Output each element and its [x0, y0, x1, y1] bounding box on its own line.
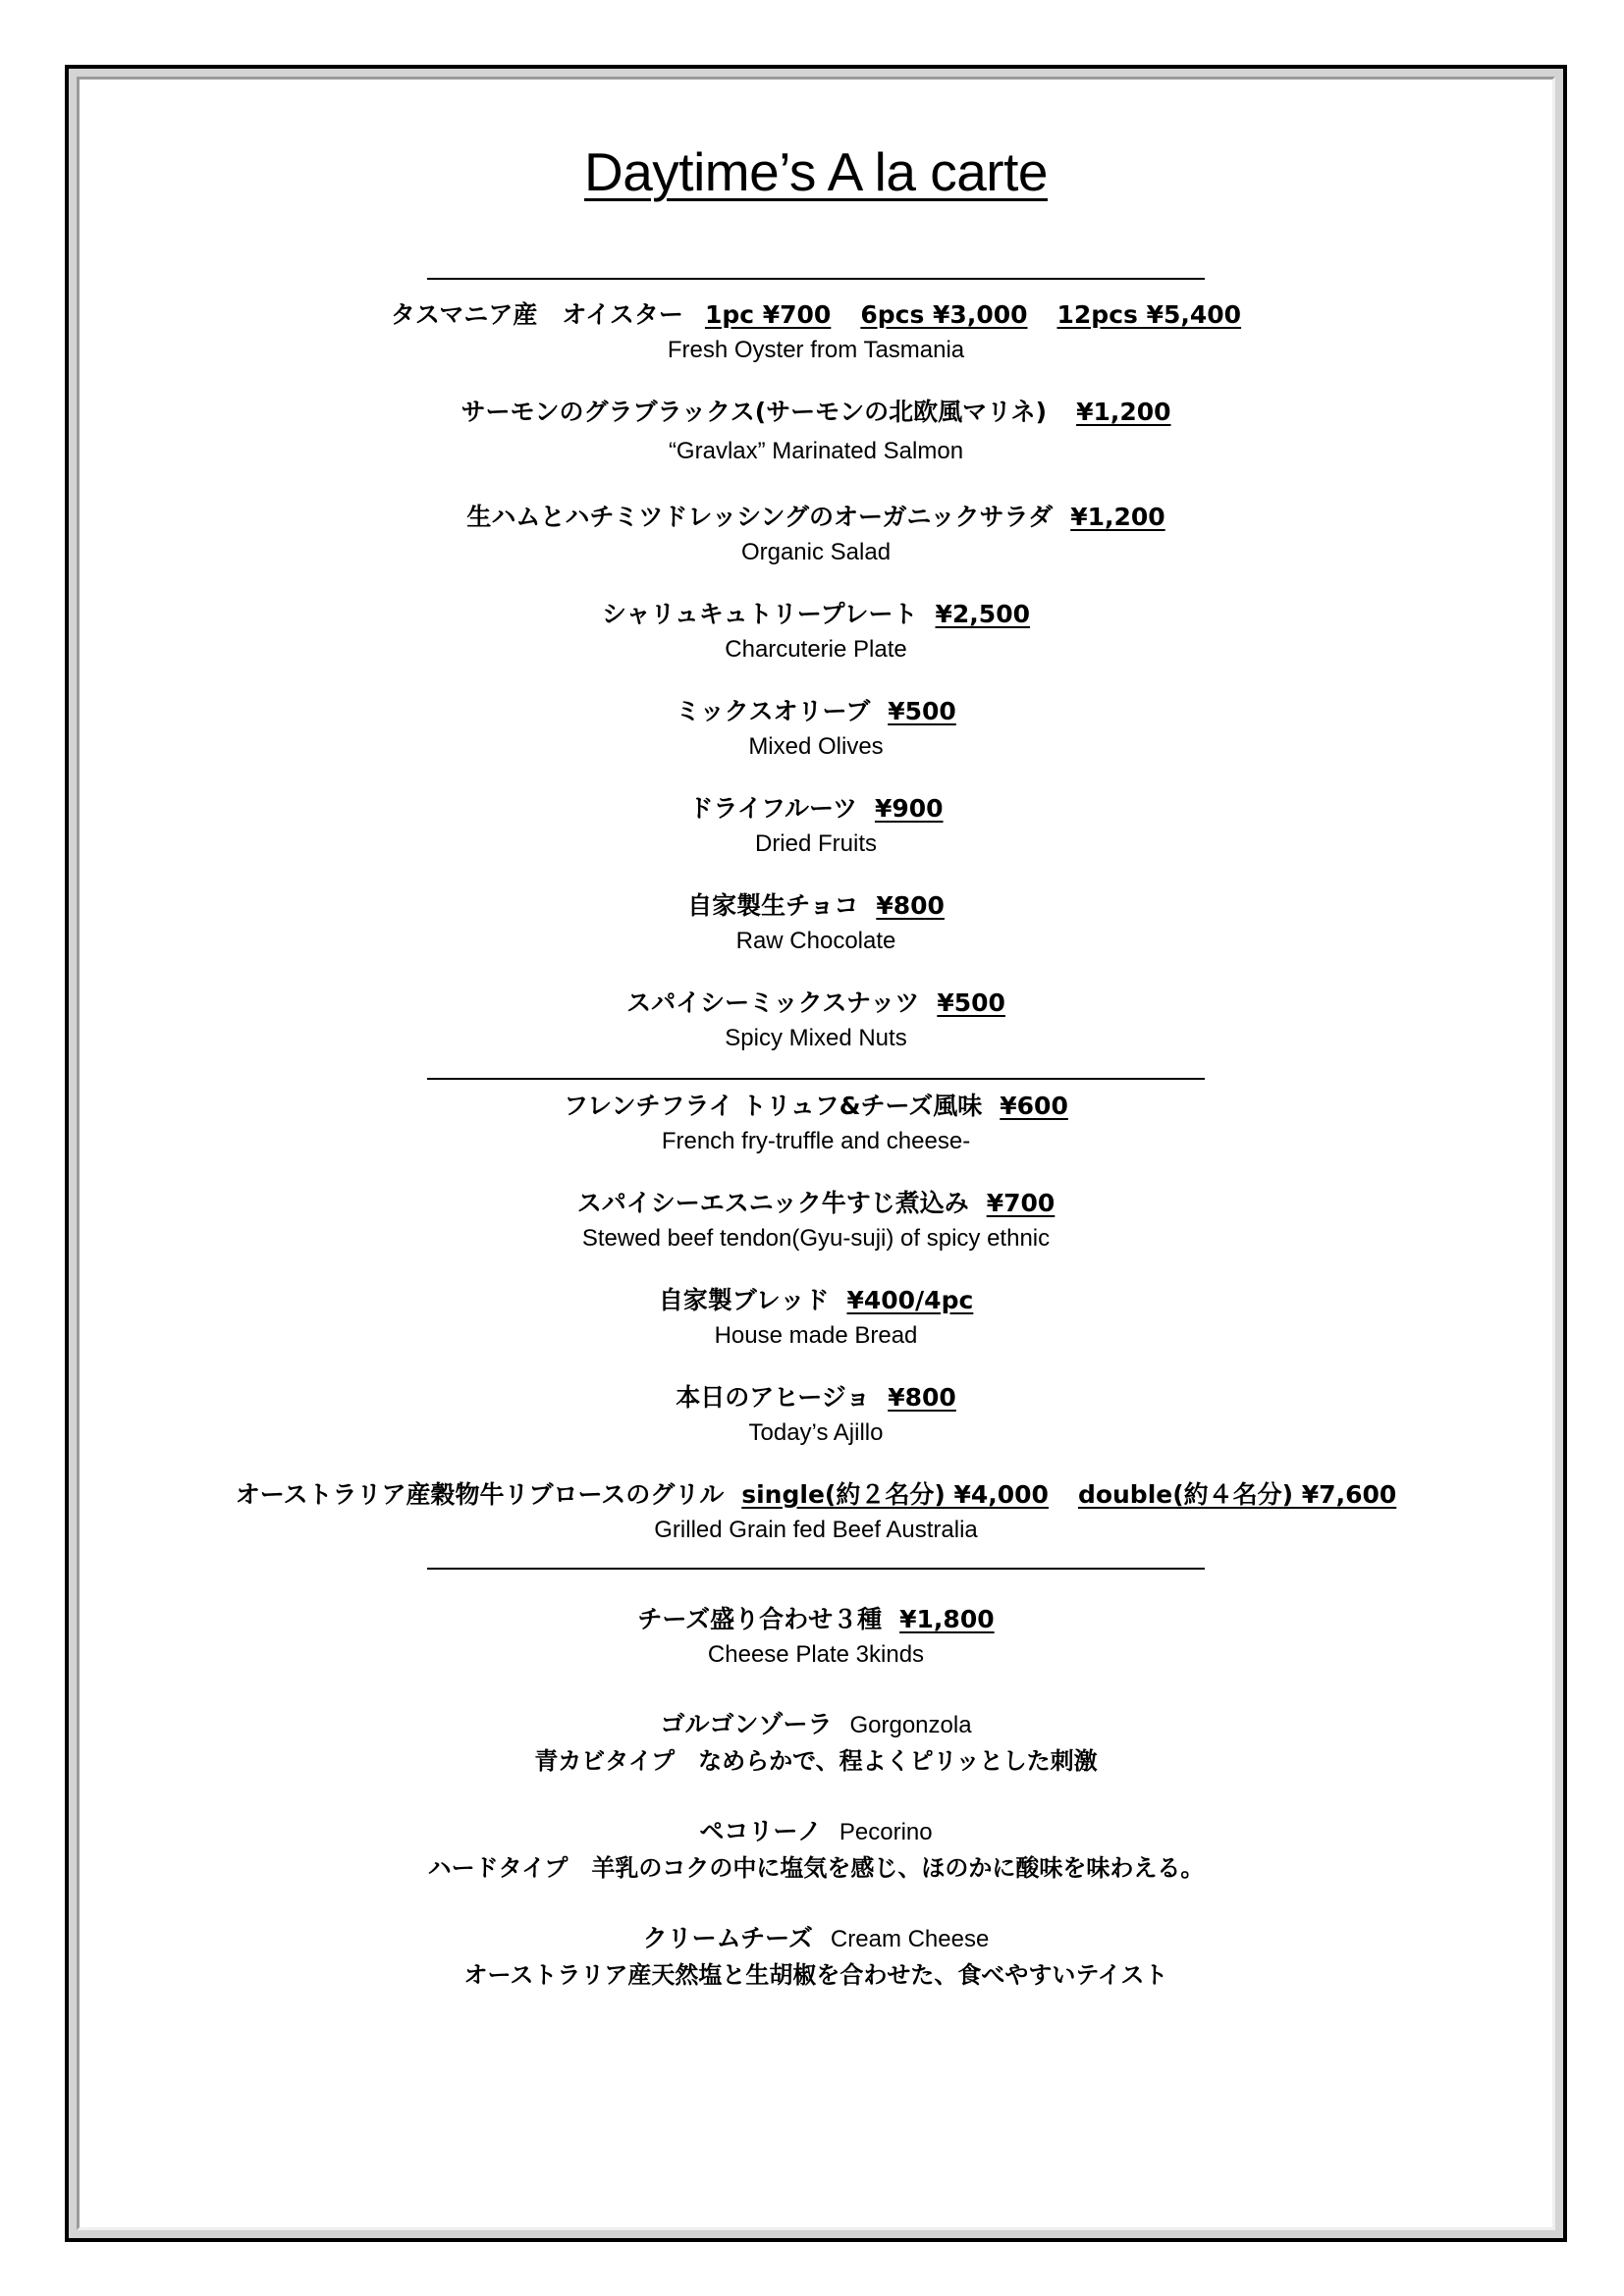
item-name-jp: スパイシーミックスナッツ	[626, 988, 920, 1017]
item-price: 12pcs ¥5,400	[1056, 300, 1242, 329]
menu-item-gravlax	[80, 395, 1552, 469]
item-price: 6pcs ¥3,000	[860, 300, 1028, 329]
item-price: ¥400/4pc	[846, 1286, 974, 1314]
menu-item-ribroast	[80, 1477, 1552, 1548]
cheese-name-en: Gorgonzola	[849, 1712, 972, 1738]
item-name-jp: タスマニア産 オイスター	[390, 300, 683, 329]
item-name-jp: サーモンのグラブラックス(サーモンの北欧風マリネ)	[460, 398, 1048, 426]
item-price: ¥800	[876, 891, 945, 920]
menu-item-fries	[80, 1089, 1552, 1159]
cheese-kind-gorgonzola	[80, 1707, 1552, 1779]
item-price: ¥800	[888, 1383, 956, 1412]
cheese-name-en: Cream Cheese	[830, 1926, 990, 1952]
cheese-description: 青カビタイプ なめらかで、程よくピリッとした刺激	[534, 1747, 1098, 1775]
item-name-en: Fresh Oyster from Tasmania	[667, 337, 965, 363]
cheese-description: ハードタイプ 羊乳のコクの中に塩気を感じ、ほのかに酸味を味わえる。	[427, 1854, 1205, 1882]
item-name-jp: チーズ盛り合わせ３種	[637, 1605, 883, 1633]
cheese-description: オーストラリア産天然塩と生胡椒を合わせた、食べやすいテイスト	[463, 1961, 1168, 1989]
item-price: ¥2,500	[935, 600, 1030, 628]
item-name-en: Organic Salad	[740, 539, 892, 565]
section-divider	[427, 278, 1205, 280]
item-name-en: Grilled Grain fed Beef Australia	[654, 1517, 978, 1543]
item-price: ¥500	[937, 988, 1005, 1017]
menu-item-oyster	[80, 297, 1552, 368]
item-name-jp: 自家製ブレッド	[658, 1286, 830, 1314]
item-name-en: Dried Fruits	[754, 830, 878, 857]
item-name-en: Cheese Plate 3kinds	[707, 1641, 925, 1668]
item-price: ¥1,200	[1076, 398, 1171, 426]
item-name-jp: フレンチフライ トリュフ&チーズ風味	[564, 1092, 983, 1120]
cheese-kind-cream-cheese	[80, 1921, 1552, 1993]
menu-page	[80, 80, 1552, 2227]
menu-item-nuts	[80, 986, 1552, 1056]
menu-title: Daytime’s A la carte	[584, 141, 1048, 202]
cheese-name-jp: ゴルゴンゾーラ	[660, 1710, 833, 1738]
item-price: single(約２名分) ¥4,000	[741, 1480, 1049, 1509]
item-name-en: House made Bread	[714, 1322, 918, 1349]
item-name-en: Spicy Mixed Nuts	[725, 1025, 907, 1051]
item-name-en: French fry-truffle and cheese-	[661, 1128, 971, 1154]
item-price: ¥600	[1000, 1092, 1068, 1120]
item-price: ¥1,200	[1070, 503, 1165, 531]
menu-item-dried-fruits	[80, 791, 1552, 862]
menu-item-chocolate	[80, 888, 1552, 959]
menu-item-cheese-plate	[80, 1602, 1552, 1673]
item-name-jp: 生ハムとハチミツドレッシングのオーガニックサラダ	[466, 503, 1054, 531]
cheese-name-jp: ペコリーノ	[699, 1817, 822, 1845]
menu-item-ajillo	[80, 1380, 1552, 1451]
menu-item-olives	[80, 694, 1552, 765]
menu-item-salad	[80, 500, 1552, 570]
item-name-jp: ミックスオリーブ	[676, 697, 871, 725]
section-divider	[427, 1568, 1205, 1570]
item-price: ¥900	[874, 794, 944, 823]
item-name-jp: シャリュキュトリープレート	[602, 600, 918, 628]
item-name-en: “Gravlax” Marinated Salmon	[668, 438, 964, 464]
cheese-name-jp: クリームチーズ	[642, 1924, 813, 1952]
item-name-jp: ドライフルーツ	[688, 794, 857, 823]
item-price: double(約４名分) ¥7,600	[1077, 1480, 1397, 1509]
item-price: ¥500	[888, 697, 956, 725]
item-name-en: Raw Chocolate	[735, 928, 896, 954]
item-name-en: Stewed beef tendon(Gyu-suji) of spicy ethnic	[581, 1225, 1051, 1252]
menu-item-gyusuji	[80, 1186, 1552, 1256]
item-price: ¥1,800	[899, 1605, 995, 1633]
cheese-kind-pecorino	[80, 1814, 1552, 1886]
item-name-en: Mixed Olives	[748, 733, 884, 760]
cheese-name-en: Pecorino	[839, 1819, 933, 1845]
item-price: 1pc ¥700	[704, 300, 832, 329]
section-divider	[427, 1078, 1205, 1080]
menu-item-bread	[80, 1283, 1552, 1354]
item-name-en: Today’s Ajillo	[748, 1419, 884, 1446]
item-name-en: Charcuterie Plate	[725, 636, 907, 663]
item-name-jp: スパイシーエスニック牛すじ煮込み	[576, 1189, 969, 1217]
item-name-jp: オーストラリア産穀物牛リブロースのグリル	[235, 1480, 725, 1509]
menu-item-charcuterie	[80, 597, 1552, 667]
item-price: ¥700	[986, 1189, 1056, 1217]
item-name-jp: 自家製生チョコ	[687, 891, 859, 920]
item-name-jp: 本日のアヒージョ	[676, 1383, 871, 1412]
